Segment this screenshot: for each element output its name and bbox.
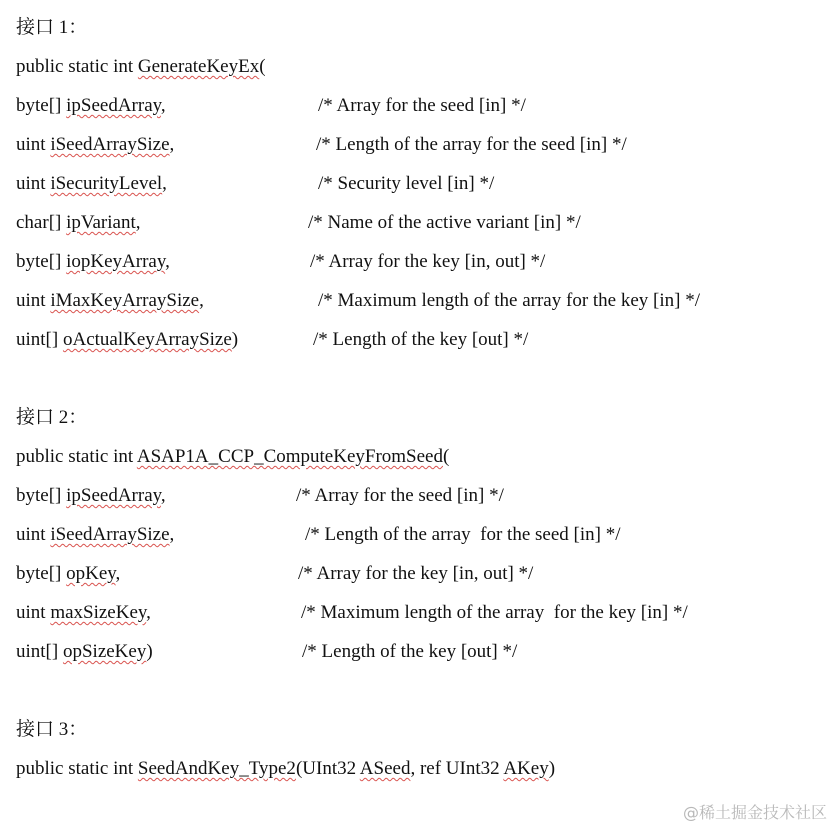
- signature-prefix: public static int: [16, 446, 137, 467]
- signature-suffix: (: [443, 446, 450, 467]
- signature-suffix: (UInt32: [295, 758, 360, 779]
- param-comment: /* Length of the array for the seed [in] */: [305, 524, 621, 545]
- param-name: oActualKeyArraySize: [62, 329, 232, 350]
- param-line: [16, 640, 153, 664]
- param-comment: /* Length of the key [out] */: [313, 329, 529, 350]
- arg-name: AKey: [503, 758, 549, 779]
- param-type: byte[]: [16, 95, 67, 116]
- param-type: uint: [16, 134, 51, 155]
- param-comment: /* Array for the seed [in] */: [296, 485, 504, 506]
- param-type: uint: [16, 602, 51, 623]
- param-comment: /* Maximum length of the array for the key [in] */: [301, 602, 688, 623]
- function-name: GenerateKeyEx: [137, 56, 260, 77]
- interface-3-signature: [16, 757, 555, 781]
- param-type: uint[]: [16, 329, 63, 350]
- signature-prefix: public static int: [16, 56, 138, 77]
- param-sep: ,: [135, 212, 141, 233]
- param-comment: /* Length of the array for the seed [in] */: [316, 134, 627, 155]
- param-name: ipVariant: [66, 212, 136, 233]
- param-sep: ,: [115, 563, 121, 584]
- param-type: uint[]: [16, 641, 63, 662]
- param-line: [16, 211, 141, 235]
- signature-end: ): [548, 758, 556, 779]
- param-comment: /* Name of the active variant [in] */: [308, 212, 581, 233]
- param-name: ipSeedArray: [66, 485, 161, 506]
- function-name: SeedAndKey_Type2: [137, 758, 296, 779]
- param-type: byte[]: [16, 251, 67, 272]
- param-type: byte[]: [16, 563, 67, 584]
- param-line: [16, 562, 120, 586]
- param-sep: ,: [160, 485, 166, 506]
- param-line: [16, 601, 151, 625]
- param-type: uint: [16, 173, 51, 194]
- param-sep: ,: [160, 95, 166, 116]
- param-comment: /* Array for the key [in, out] */: [298, 563, 534, 584]
- param-line: [16, 172, 167, 196]
- signature-prefix: public static int: [16, 758, 138, 779]
- function-name: ASAP1A_CCP_ComputeKeyFromSeed: [136, 446, 443, 467]
- param-sep: ): [146, 641, 153, 662]
- interface-2-heading: 接口 2：: [16, 407, 88, 428]
- param-comment: /* Security level [in] */: [318, 173, 495, 194]
- param-name: ipSeedArray: [66, 95, 161, 116]
- param-name: iSeedArraySize: [50, 134, 170, 155]
- watermark: @稀土掘金技术社区: [682, 803, 827, 822]
- param-comment: /* Array for the key [in, out] */: [310, 251, 546, 272]
- param-name: opSizeKey: [62, 641, 147, 662]
- param-line: [16, 94, 166, 118]
- param-type: char[]: [16, 212, 67, 233]
- param-name: maxSizeKey: [50, 602, 147, 623]
- param-comment: /* Maximum length of the array for the key [in] */: [318, 290, 701, 311]
- param-name: iSecurityLevel: [50, 173, 163, 194]
- param-sep: ,: [169, 524, 175, 545]
- param-type: byte[]: [16, 485, 67, 506]
- param-name: iSeedArraySize: [50, 524, 170, 545]
- param-line: [16, 484, 166, 508]
- param-type: uint: [16, 290, 51, 311]
- param-line: [16, 133, 174, 157]
- interface-3-heading: 接口 3：: [16, 719, 88, 740]
- param-sep: ,: [162, 173, 167, 194]
- param-name: iMaxKeyArraySize: [50, 290, 200, 311]
- param-comment: /* Length of the key [out] */: [302, 641, 518, 662]
- interface-1-signature: [16, 55, 266, 79]
- interface-1-heading: 接口 1：: [16, 17, 88, 38]
- param-sep: ,: [146, 602, 151, 623]
- param-line: [16, 328, 238, 352]
- param-line: [16, 523, 174, 547]
- param-sep: ): [231, 329, 239, 350]
- interface-2-signature: [16, 445, 449, 469]
- param-sep: ,: [169, 134, 175, 155]
- signature-suffix: (: [259, 56, 266, 77]
- param-comment: /* Array for the seed [in] */: [318, 95, 526, 116]
- param-line: [16, 289, 204, 313]
- arg-name: ASeed: [359, 758, 411, 779]
- param-name: iopKeyArray: [66, 251, 166, 272]
- param-line: [16, 250, 170, 274]
- param-sep: ,: [165, 251, 170, 272]
- signature-mid: , ref UInt32: [410, 758, 504, 779]
- param-type: uint: [16, 524, 51, 545]
- param-sep: ,: [199, 290, 204, 311]
- param-name: opKey: [66, 563, 116, 584]
